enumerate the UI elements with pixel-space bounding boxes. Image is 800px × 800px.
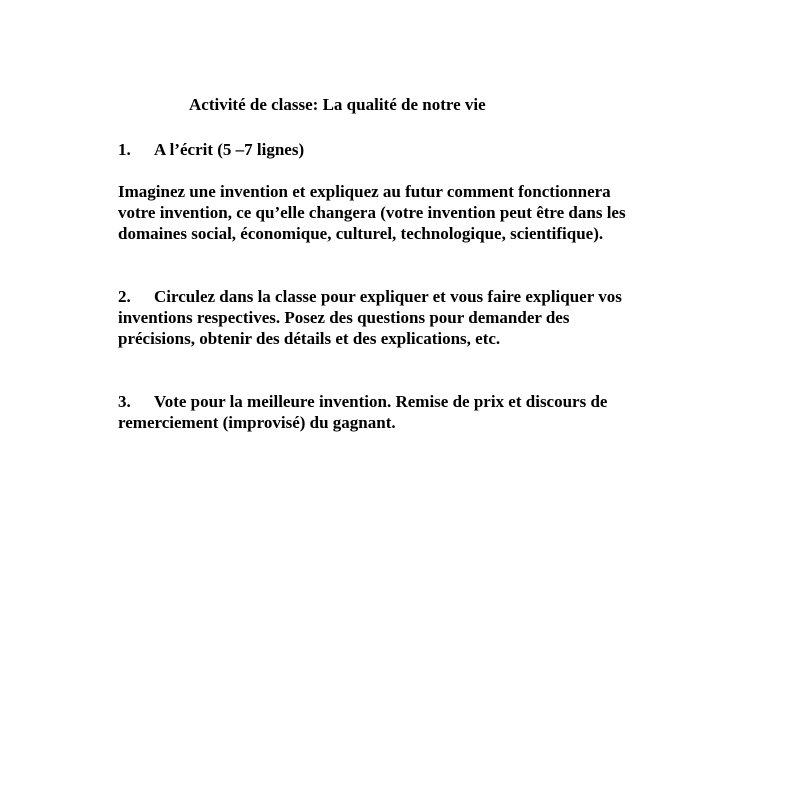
item-1-number: 1. — [118, 140, 131, 159]
item-3-number: 3. — [118, 392, 131, 411]
item-3-line: remerciement (improvisé) du gagnant. — [118, 413, 396, 432]
document-title: Activité de classe: La qualité de notre vie — [189, 95, 486, 114]
item-2-first-line — [118, 286, 622, 307]
item-3-first-line-text: Vote pour la meilleure invention. Remise de prix et discours de — [154, 392, 608, 411]
item-2-paragraph — [118, 307, 698, 349]
item-1-line: domaines social, économique, culturel, technologique, scientifique). — [118, 224, 604, 243]
item-1-paragraph — [118, 181, 698, 244]
item-2-line: inventions respectives. Posez des questions pour demander des — [118, 308, 570, 327]
item-1-heading-text: A l’écrit (5 –7 lignes) — [154, 140, 305, 159]
item-2-first-line-text: Circulez dans la classe pour expliquer et vous faire expliquer vos — [154, 287, 622, 306]
item-3-paragraph — [118, 412, 698, 433]
item-1-line: Imaginez une invention et expliquez au futur comment fonctionnera — [118, 182, 611, 201]
item-1-line: votre invention, ce qu’elle changera (votre invention peut être dans les — [118, 203, 626, 222]
item-1-heading — [118, 139, 304, 160]
item-2-number: 2. — [118, 287, 131, 306]
item-2-line: précisions, obtenir des détails et des explications, etc. — [118, 329, 501, 348]
item-3-first-line — [118, 391, 607, 412]
